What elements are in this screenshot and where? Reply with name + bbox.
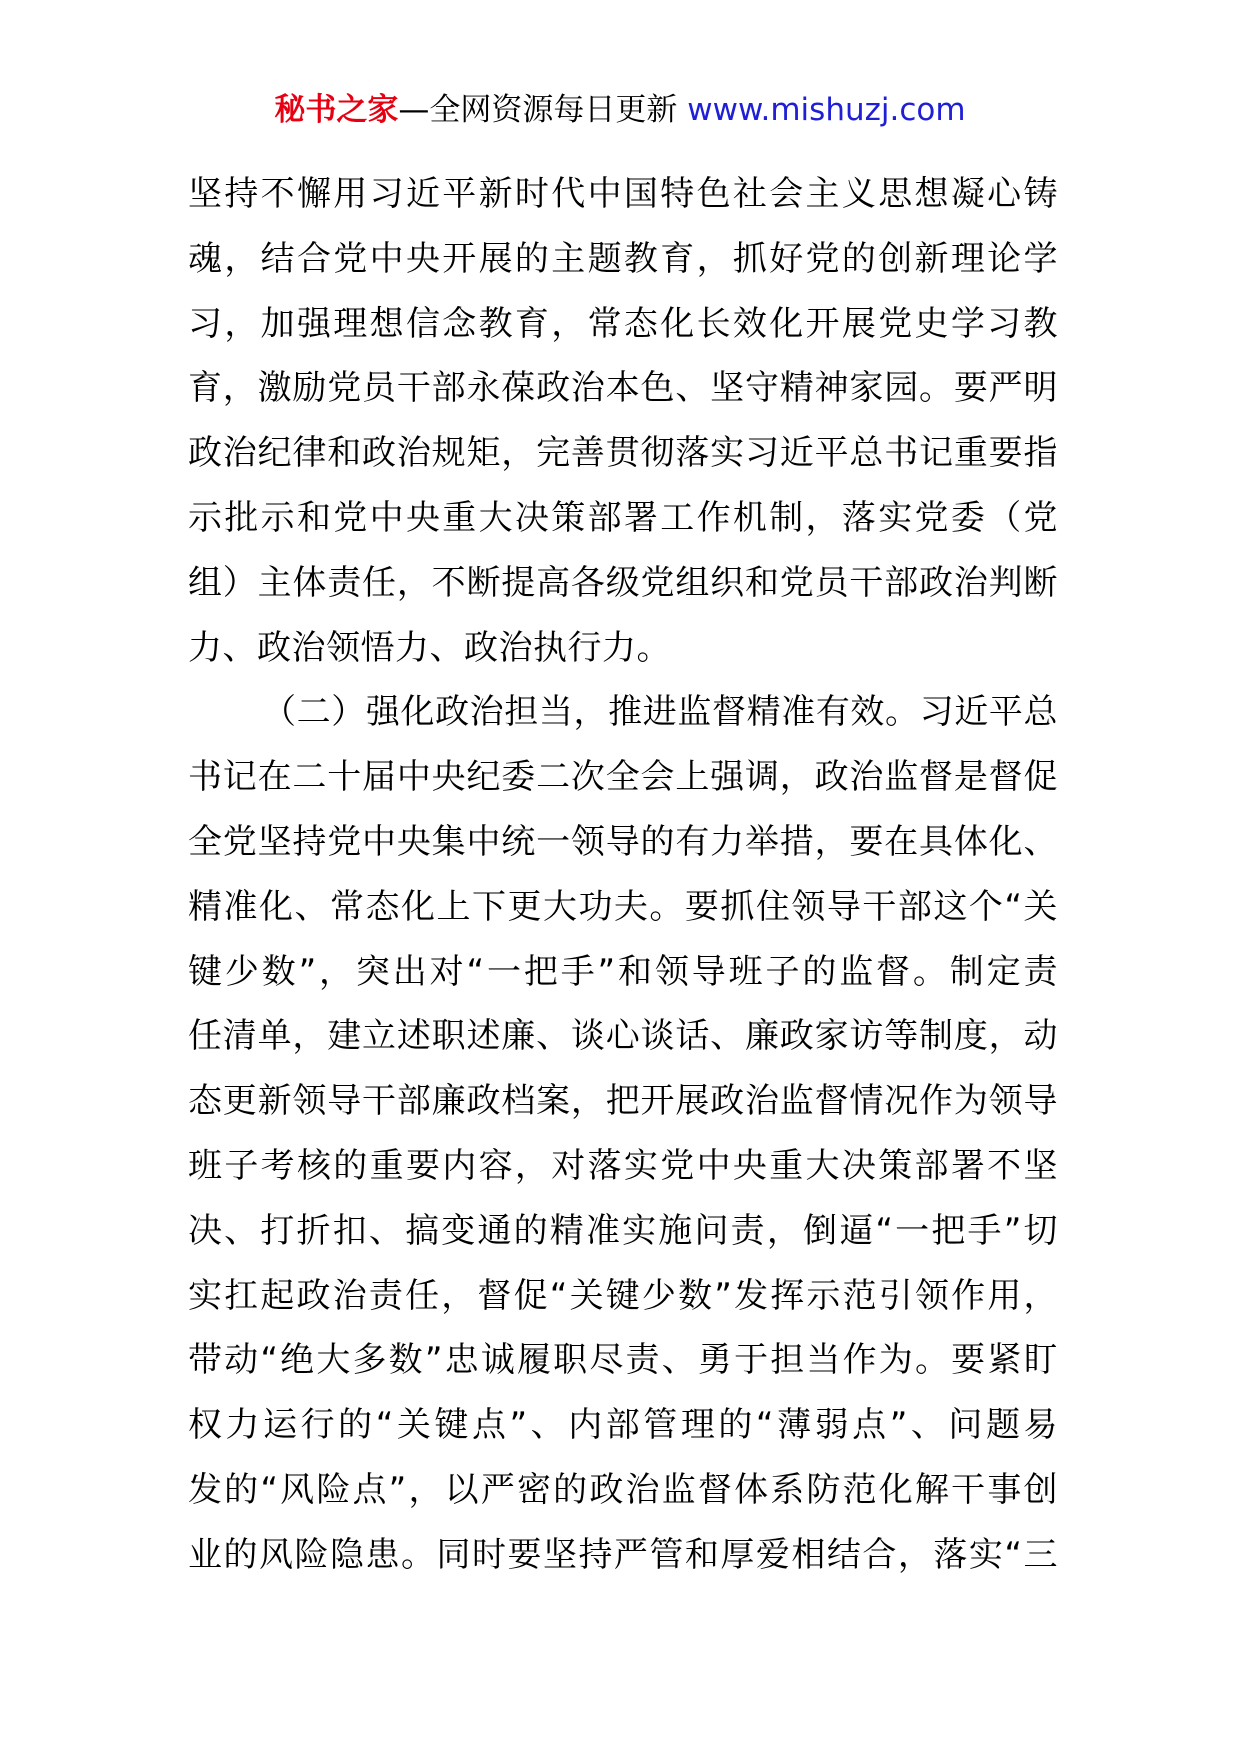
text-line: 力、政治领悟力、政治执行力。 [188,627,671,668]
header-tagline: —全网资源每日更新 [398,92,688,128]
page-header [0,88,1240,132]
text-line: 实扛起政治责任，督促“关键少数”发挥示范引领作用， [188,1275,1058,1316]
text-line: 键少数”，突出对“一把手”和领导班子的监督。制定责 [188,951,1058,992]
brand-name: 秘书之家 [274,92,399,128]
text-line: 政治纪律和政治规矩，完善贯彻落实习近平总书记重要指 [188,433,1058,474]
text-line: 态更新领导干部廉政档案，把开展政治监督情况作为领导 [188,1081,1058,1122]
text-line: 发的“风险点”，以严密的政治监督体系防范化解干事创 [188,1469,1058,1510]
text-line: 精准化、常态化上下更大功夫。要抓住领导干部这个“关 [188,886,1058,927]
text-line: 习，加强理想信念教育，常态化长效化开展党史学习教 [188,303,1058,344]
text-line: 全党坚持党中央集中统一领导的有力举措，要在具体化、 [188,821,1058,862]
text-line: 任清单，建立述职述廉、谈心谈话、廉政家访等制度，动 [188,1016,1058,1057]
text-line: 示批示和党中央重大决策部署工作机制，落实党委（党 [188,497,1058,538]
text-line: 坚持不懈用习近平新时代中国特色社会主义思想凝心铸 [188,174,1058,214]
document-body [188,162,1058,1588]
paragraph-2 [188,680,1058,1587]
text-line: 班子考核的重要内容，对落实党中央重大决策部署不坚 [188,1145,1058,1186]
paragraph-1 [188,162,1058,680]
text-line: 业的风险隐患。同时要坚持严管和厚爱相结合，落实“三 [188,1534,1058,1575]
text-line: 育，激励党员干部永葆政治本色、坚守精神家园。要严明 [188,368,1058,409]
text-line: 魂，结合党中央开展的主题教育，抓好党的创新理论学 [188,238,1058,279]
text-line: 书记在二十届中央纪委二次全会上强调，政治监督是督促 [188,757,1058,798]
text-line: 权力运行的“关键点”、内部管理的“薄弱点”、问题易 [188,1405,1058,1446]
text-line: 决、打折扣、搞变通的精准实施问责，倒逼“一把手”切 [188,1210,1058,1251]
text-line: 带动“绝大多数”忠诚履职尽责、勇于担当作为。要紧盯 [188,1340,1058,1381]
site-url-link[interactable]: www.mishuzj.com [687,92,966,128]
text-line: （二）强化政治担当，推进监督精准有效。习近平总 [262,692,1058,733]
text-line: 组）主体责任，不断提高各级党组织和党员干部政治判断 [188,562,1058,603]
